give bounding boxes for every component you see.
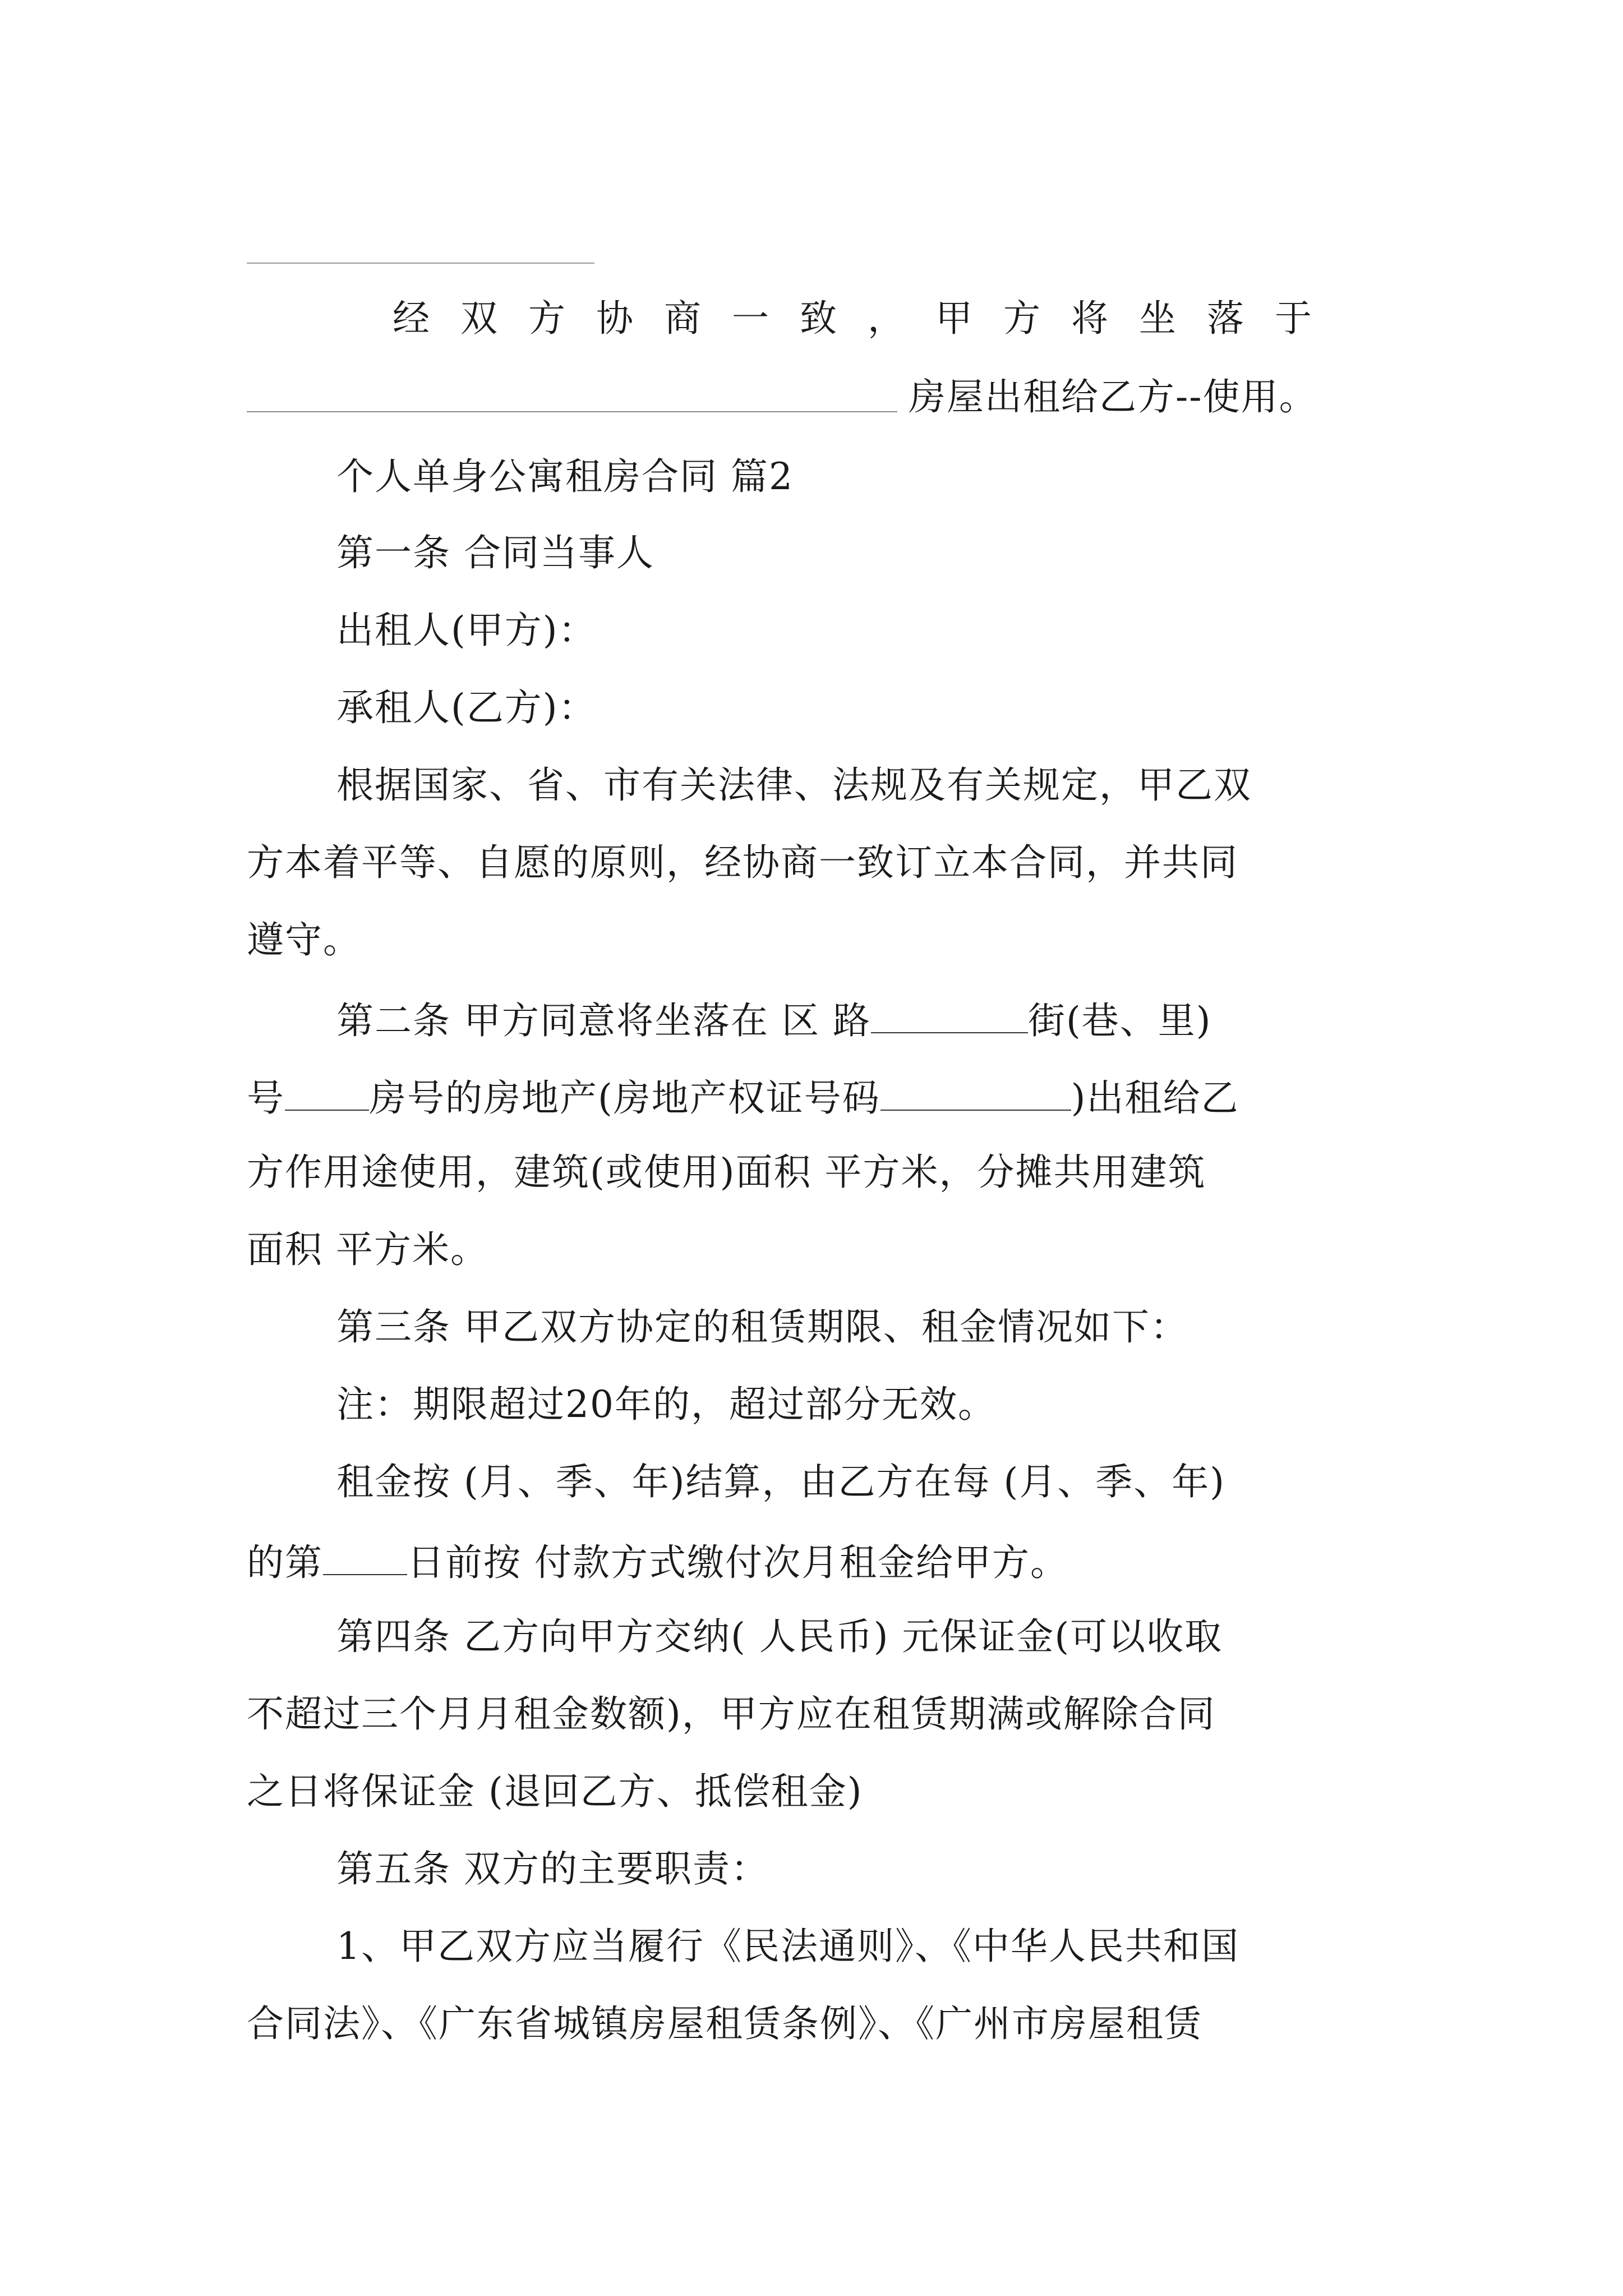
article-3-rent-line-2a: 的第 [247, 1541, 323, 1584]
article-3-rent-line-2 [247, 1537, 1068, 1585]
article-2-line-1a: 第二条 甲方同意将坐落在 区 路 [336, 999, 871, 1042]
address-blank-line [247, 411, 897, 412]
intro-line-1: 经双方协商一致，甲方将坐落于 [393, 297, 1343, 340]
basis-line-3: 遵守。 [247, 918, 361, 961]
article-3-note: 注：期限超过20年的，超过部分无效。 [336, 1383, 996, 1426]
number-blank [285, 1073, 369, 1111]
article-2-line-2a: 号 [247, 1076, 285, 1120]
article-2-line-2b: 房号的房地产(房地产权证号码 [369, 1076, 880, 1120]
basis-line-2: 方本着平等、自愿的原则，经协商一致订立本合同，并共同 [247, 841, 1238, 884]
article-3-heading: 第三条 甲乙双方协定的租赁期限、租金情况如下： [336, 1305, 1188, 1349]
article-5-heading: 第五条 双方的主要职责： [336, 1847, 769, 1890]
contract-title: 个人单身公寓租房合同 篇2 [336, 455, 794, 498]
article-4-line-3: 之日将保证金 (退回乙方、抵偿租金) [247, 1770, 863, 1813]
header-rule [247, 263, 594, 264]
day-blank [323, 1537, 407, 1575]
lessor-label: 出租人(甲方)： [336, 609, 597, 652]
article-4-line-1: 第四条 乙方向甲方交纳( 人民币) 元保证金(可以收取 [336, 1615, 1223, 1658]
article-2-line-2 [247, 1073, 1239, 1121]
article-2-line-2c: )出租给乙 [1071, 1076, 1239, 1120]
article-1-heading: 第一条 合同当事人 [336, 531, 654, 574]
article-5-item-1-line-1: 1、甲乙双方应当履行《民法通则》、《中华人民共和国 [336, 1925, 1239, 1968]
street-blank [871, 995, 1028, 1033]
certificate-blank [880, 1073, 1071, 1111]
article-2-line-1b: 街(巷、里) [1027, 999, 1212, 1042]
article-3-rent-line-2b: 日前按 付款方式缴付次月租金给甲方。 [407, 1541, 1068, 1584]
article-5-item-1-line-2: 合同法》、《广东省城镇房屋租赁条例》、《广州市房屋租赁 [247, 2002, 1202, 2045]
article-2-line-1 [336, 995, 1211, 1043]
article-2-line-4: 面积 平方米。 [247, 1228, 488, 1271]
article-3-rent-line-1: 租金按 (月、季、年)结算，由乙方在每 (月、季、年) [336, 1460, 1225, 1503]
basis-line-1: 根据国家、省、市有关法律、法规及有关规定，甲乙双 [336, 763, 1252, 807]
intro-line-2: 房屋出租给乙方--使用。 [909, 375, 1317, 418]
article-4-line-2: 不超过三个月月租金数额)，甲方应在租赁期满或解除合同 [247, 1692, 1216, 1736]
article-2-line-3: 方作用途使用，建筑(或使用)面积 平方米，分摊共用建筑 [247, 1151, 1206, 1194]
lessee-label: 承租人(乙方)： [336, 686, 597, 729]
